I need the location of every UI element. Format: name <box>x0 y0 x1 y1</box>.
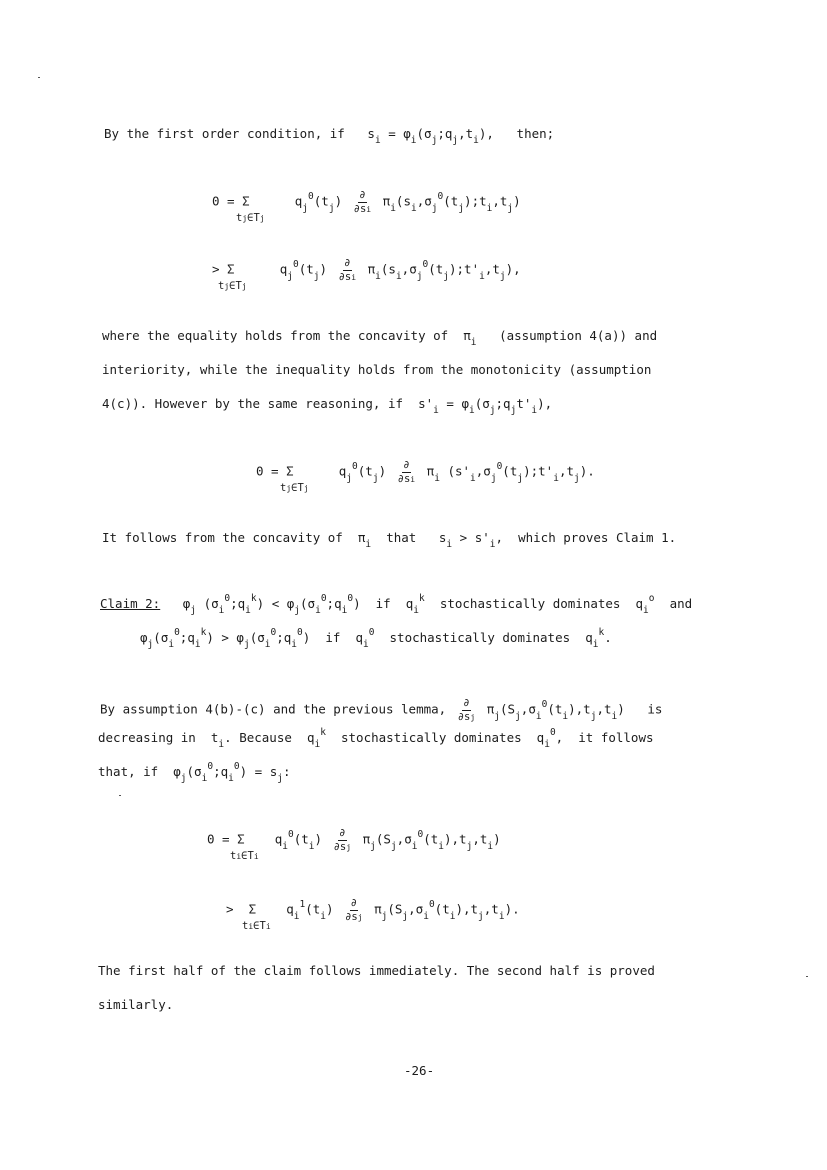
text-claim-and: and <box>669 596 693 611</box>
text-final-line2: similarly. <box>98 997 174 1012</box>
scan-speck <box>806 976 808 977</box>
text-decreasing: decreasing in $t_i$. Because $q_i^k$ stochastically dominates $q_i^0$, it follows <box>98 727 654 750</box>
text-follows-b: that <box>386 530 417 545</box>
text-claim2-line1: Claim 2: $\varphi_j$ $(\sigma_i^0;q_i^k)$ < $\varphi_j(\sigma_i^0;q_i^0)$ if $q_i^k$ stochastically dominates $q_i^o$ and <box>100 593 693 616</box>
text-where-b: (assumption 4(a)) and <box>499 328 658 343</box>
claim-2-label: Claim 2: <box>100 596 161 611</box>
text-stoch3: stochastically dominates <box>341 730 522 745</box>
text-claim-stoch2: stochastically dominates <box>389 630 571 645</box>
text-follows-a: It follows from the concavity of <box>102 530 343 545</box>
equation-3b-subscript: ti∈Ti <box>242 920 271 932</box>
equation-1a-subscript: tj∈Tj <box>236 212 265 224</box>
text-by-assump: By assumption 4(b)-(c) and the previous lemma, <box>100 701 447 717</box>
scan-speck <box>119 795 121 796</box>
text-first-order: By the first order condition, if <box>104 126 345 141</box>
equation-2: 0 = Σ $q_j^0(t_j)$ $\frac{\partial}{\partial si}$ $\pi_i$ $(s'_i,\sigma_j^0(t_j);t'_i,t_j)$. <box>256 459 595 485</box>
text-claim-if1: if <box>375 596 391 611</box>
text-final-line1: The first half of the claim follows immediately. The second half is proved <box>98 963 655 978</box>
text-that-if-a: that, if <box>98 764 159 779</box>
text-where-a: where the equality holds from the concavity of <box>102 328 449 343</box>
text-where-line3: 4(c)). However by the same reasoning, if $s'_i$ = $\varphi_i(\sigma_j;q_jt'_i)$, <box>102 396 553 416</box>
text-claim2-line2: $\varphi_j(\sigma_i^0;q_i^k)$ > $\varphi_j(\sigma_i^0;q_i^0)$ if $q_i^0$ stochastically dominates $q_i^k$. <box>140 627 612 650</box>
text-line-first-order: By the first order condition, if $s_i$ = $\varphi_i(\sigma_j;q_j,t_i)$, then; <box>104 126 555 146</box>
text-however: 4(c)). However by the same reasoning, if <box>102 396 404 411</box>
text-follows-c: which proves Claim 1. <box>518 530 677 545</box>
equation-3a-subscript: ti∈Ti <box>230 850 259 862</box>
equation-2-subscript: tj∈Tj <box>280 482 309 494</box>
equation-3b: > Σ $q_i^1(t_i)$ $\frac{\partial}{\partial sj}$ $\pi_j(S_j,\sigma_i^0(t_i),t_j,t_i)$. <box>226 897 520 923</box>
text-claim-if2: if <box>325 630 341 645</box>
text-is: is <box>647 701 663 717</box>
text-it-follows: It follows from the concavity of $\pi_i$ that $s_i > s'_i$, which proves Claim 1. <box>102 530 677 550</box>
text-because: . Because <box>224 730 292 745</box>
text-that-if: that, if $\varphi_j(\sigma_i^0;q_i^0) = s_j$: <box>98 761 291 784</box>
equation-1a: 0 = Σ $q_j^0(t_j)$ $\frac{\partial}{\partial si}$ $\pi_i(s_i,\sigma_j^0(t_j);t_i,t_j)$ <box>212 189 521 215</box>
text-where-line2: interiority, while the inequality holds from the monotonicity (assumption <box>102 362 652 377</box>
equation-1b-subscript: tj∈Tj <box>218 280 247 292</box>
text-where-line1: where the equality holds from the concavity of $\pi_i$ (assumption 4(a)) and <box>102 328 658 348</box>
equation-1b: > Σ $q_j^0(t_j)$ $\frac{\partial}{\partial si}$ $\pi_i(s_i,\sigma_j^0(t_j);t'_i,t_j)$, <box>212 257 521 283</box>
text-then: then; <box>516 126 555 141</box>
equation-3a: 0 = Σ $q_i^0(t_i)$ $\frac{\partial}{\partial sj}$ $\pi_j(S_j,\sigma_i^0(t_i),t_j,t_i)$ <box>207 827 501 853</box>
text-it-follows2: it follows <box>578 730 654 745</box>
scan-speck <box>38 77 40 78</box>
text-claim-stoch1: stochastically dominates <box>439 596 621 611</box>
text-decreasing-a: decreasing in <box>98 730 196 745</box>
text-by-assumption: By assumption 4(b)-(c) and the previous lemma, $\frac{\partial}{\partial sj}$ $\pi_j(S_j,\sigma_i^0(t_i),t_j,t_i)$ is <box>100 697 663 723</box>
page-number: -26- <box>404 1063 435 1078</box>
